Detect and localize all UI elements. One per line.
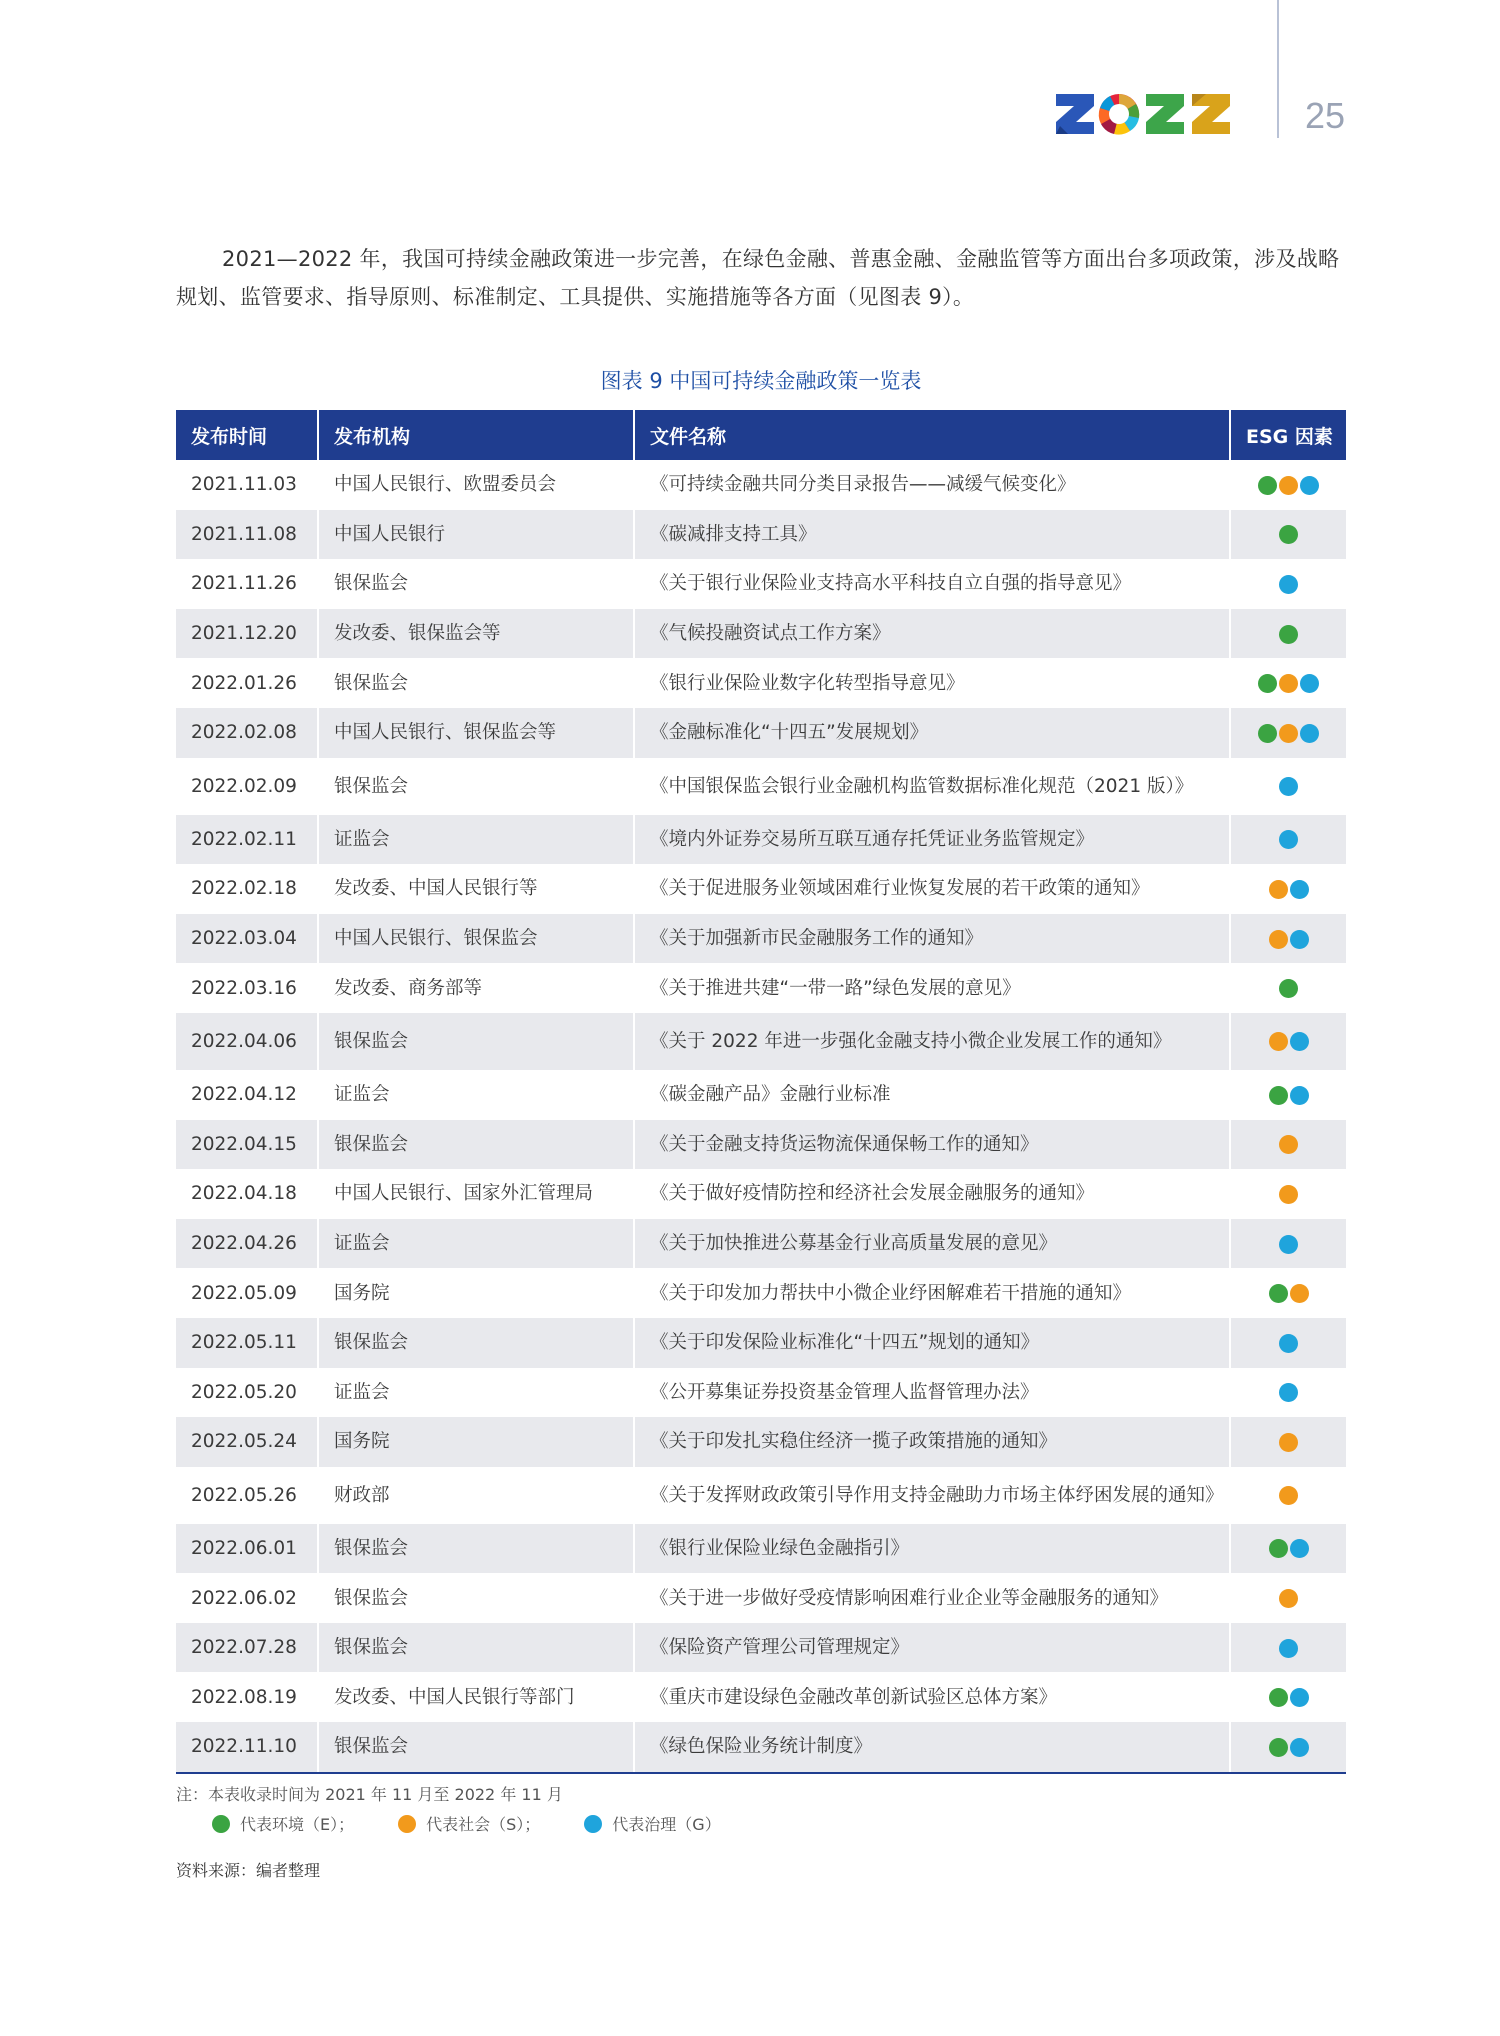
esg-dots (1279, 777, 1298, 796)
legend-g-label: 代表治理（G） (612, 1815, 721, 1834)
esg-dots (1269, 1539, 1309, 1558)
legend-item-e (212, 1812, 354, 1835)
cell-org: 银保监会 (318, 1573, 634, 1623)
source-line: 资料来源：编者整理 (176, 1861, 321, 1880)
esg-dots (1269, 1284, 1309, 1303)
esg-g-dot-icon (1290, 930, 1309, 949)
cell-org: 银保监会 (318, 1013, 634, 1070)
legend-item-g (584, 1812, 720, 1835)
legend-e-label: 代表环境（E）； (240, 1815, 355, 1834)
cell-date: 2022.05.11 (176, 1318, 318, 1368)
table-row (176, 559, 1346, 609)
esg-s-dot-icon (1269, 930, 1288, 949)
table-row (176, 1524, 1346, 1574)
cell-date: 2022.06.01 (176, 1524, 318, 1574)
cell-org: 银保监会 (318, 1524, 634, 1574)
cell-org: 证监会 (318, 815, 634, 865)
esg-dots (1279, 1433, 1298, 1452)
cell-org: 证监会 (318, 1219, 634, 1269)
cell-date: 2022.03.04 (176, 914, 318, 964)
table-row (176, 708, 1346, 758)
table-title: 图表 9 中国可持续金融政策一览表 (600, 369, 922, 393)
esg-g-dot-icon (1300, 476, 1319, 495)
table-row (176, 460, 1346, 510)
legend-g-dot-icon (584, 1815, 602, 1833)
table-row (176, 1672, 1346, 1722)
table-row (176, 1268, 1346, 1318)
cell-doc: 《关于进一步做好受疫情影响困难行业企业等金融服务的通知》 (634, 1573, 1230, 1623)
cell-org: 发改委、中国人民银行等部门 (318, 1672, 634, 1722)
table-row (176, 864, 1346, 914)
intro-paragraph: 2021—2022 年，我国可持续金融政策进一步完善，在绿色金融、普惠金融、金融监管等方面出台多项政策，涉及战略规划、监管要求、指导原则、标准制定、工具提供、实施措施等各方面（见图表 9）。 (176, 247, 1340, 309)
cell-esg (1230, 460, 1346, 510)
cell-esg (1230, 1623, 1346, 1673)
cell-esg (1230, 1318, 1346, 1368)
esg-g-dot-icon (1279, 777, 1298, 796)
esg-e-dot-icon (1269, 1086, 1288, 1105)
table-row (176, 1722, 1346, 1773)
cell-org: 证监会 (318, 1368, 634, 1418)
cell-date: 2022.02.18 (176, 864, 318, 914)
cell-date: 2022.06.02 (176, 1573, 318, 1623)
esg-dots (1258, 674, 1319, 693)
cell-date: 2022.02.11 (176, 815, 318, 865)
cell-date: 2021.12.20 (176, 609, 318, 659)
esg-dots (1269, 1688, 1309, 1707)
cell-date: 2021.11.03 (176, 460, 318, 510)
esg-e-dot-icon (1258, 674, 1277, 693)
cell-org: 中国人民银行、银保监会 (318, 914, 634, 964)
esg-g-dot-icon (1300, 674, 1319, 693)
column-header-esg: ESG 因素 (1230, 410, 1346, 460)
esg-e-dot-icon (1279, 625, 1298, 644)
esg-g-dot-icon (1279, 1235, 1298, 1254)
cell-doc: 《关于加快推进公募基金行业高质量发展的意见》 (634, 1219, 1230, 1269)
cell-org: 发改委、银保监会等 (318, 609, 634, 659)
cell-org: 中国人民银行、银保监会等 (318, 708, 634, 758)
esg-g-dot-icon (1279, 1383, 1298, 1402)
esg-g-dot-icon (1300, 724, 1319, 743)
cell-esg (1230, 1573, 1346, 1623)
esg-dots (1279, 830, 1298, 849)
table-row (176, 1169, 1346, 1219)
esg-e-dot-icon (1279, 979, 1298, 998)
esg-g-dot-icon (1279, 575, 1298, 594)
cell-esg (1230, 1672, 1346, 1722)
esg-e-dot-icon (1269, 1539, 1288, 1558)
cell-date: 2022.05.24 (176, 1417, 318, 1467)
cell-doc: 《保险资产管理公司管理规定》 (634, 1623, 1230, 1673)
cell-date: 2022.04.06 (176, 1013, 318, 1070)
table-body (176, 460, 1346, 1773)
column-header-org: 发布机构 (318, 410, 634, 460)
esg-s-dot-icon (1279, 1486, 1298, 1505)
cell-doc: 《银行业保险业绿色金融指引》 (634, 1524, 1230, 1574)
cell-date: 2022.05.09 (176, 1268, 318, 1318)
esg-dots (1279, 525, 1298, 544)
cell-esg (1230, 815, 1346, 865)
cell-doc: 《金融标准化“十四五”发展规划》 (634, 708, 1230, 758)
esg-s-dot-icon (1269, 880, 1288, 899)
report-logo (1054, 92, 1234, 136)
esg-e-dot-icon (1279, 525, 1298, 544)
legend-s-label: 代表社会（S）； (426, 1815, 541, 1834)
esg-dots (1269, 880, 1309, 899)
cell-date: 2022.05.26 (176, 1467, 318, 1524)
cell-date: 2022.01.26 (176, 658, 318, 708)
table-row (176, 1013, 1346, 1070)
cell-esg (1230, 609, 1346, 659)
cell-date: 2022.02.08 (176, 708, 318, 758)
esg-dots (1269, 1738, 1309, 1757)
table-note: 注：本表收录时间为 2021 年 11 月至 2022 年 11 月 (176, 1785, 563, 1804)
cell-esg (1230, 1368, 1346, 1418)
esg-s-dot-icon (1279, 1135, 1298, 1154)
cell-esg (1230, 1070, 1346, 1120)
table-row (176, 1573, 1346, 1623)
cell-org: 中国人民银行、国家外汇管理局 (318, 1169, 634, 1219)
cell-org: 银保监会 (318, 1318, 634, 1368)
esg-s-dot-icon (1279, 476, 1298, 495)
cell-date: 2022.05.20 (176, 1368, 318, 1418)
cell-org: 财政部 (318, 1467, 634, 1524)
cell-esg (1230, 1417, 1346, 1467)
cell-org: 银保监会 (318, 1623, 634, 1673)
cell-doc: 《公开募集证券投资基金管理人监督管理办法》 (634, 1368, 1230, 1418)
cell-doc: 《关于印发保险业标准化“十四五”规划的通知》 (634, 1318, 1230, 1368)
table-header-row (176, 410, 1346, 460)
table-row (176, 510, 1346, 560)
cell-esg (1230, 1268, 1346, 1318)
cell-org: 中国人民银行、欧盟委员会 (318, 460, 634, 510)
cell-esg (1230, 510, 1346, 560)
cell-esg (1230, 1219, 1346, 1269)
cell-org: 银保监会 (318, 1722, 634, 1773)
cell-date: 2021.11.26 (176, 559, 318, 609)
cell-org: 国务院 (318, 1268, 634, 1318)
esg-dots (1269, 1086, 1309, 1105)
cell-date: 2022.07.28 (176, 1623, 318, 1673)
esg-legend (212, 1812, 721, 1835)
cell-doc: 《关于促进服务业领域困难行业恢复发展的若干政策的通知》 (634, 864, 1230, 914)
esg-g-dot-icon (1290, 1086, 1309, 1105)
cell-org: 银保监会 (318, 1120, 634, 1170)
esg-dots (1258, 724, 1319, 743)
cell-esg (1230, 963, 1346, 1013)
esg-dots (1279, 1334, 1298, 1353)
esg-s-dot-icon (1290, 1284, 1309, 1303)
cell-doc: 《银行业保险业数字化转型指导意见》 (634, 658, 1230, 708)
cell-org: 中国人民银行 (318, 510, 634, 560)
column-header-doc: 文件名称 (634, 410, 1230, 460)
policy-table (176, 410, 1346, 1774)
esg-e-dot-icon (1258, 476, 1277, 495)
column-header-date: 发布时间 (176, 410, 318, 460)
cell-doc: 《中国银保监会银行业金融机构监管数据标准化规范（2021 版）》 (634, 758, 1230, 815)
cell-doc: 《关于银行业保险业支持高水平科技自立自强的指导意见》 (634, 559, 1230, 609)
cell-doc: 《关于做好疫情防控和经济社会发展金融服务的通知》 (634, 1169, 1230, 1219)
cell-org: 国务院 (318, 1417, 634, 1467)
cell-date: 2022.08.19 (176, 1672, 318, 1722)
cell-org: 银保监会 (318, 658, 634, 708)
esg-s-dot-icon (1269, 1032, 1288, 1051)
table-row (176, 963, 1346, 1013)
cell-org: 发改委、商务部等 (318, 963, 634, 1013)
table-row (176, 1219, 1346, 1269)
cell-doc: 《关于金融支持货运物流保通保畅工作的通知》 (634, 1120, 1230, 1170)
table-row (176, 609, 1346, 659)
cell-date: 2022.04.26 (176, 1219, 318, 1269)
esg-s-dot-icon (1279, 1433, 1298, 1452)
legend-s-dot-icon (398, 1815, 416, 1833)
esg-dots (1258, 476, 1319, 495)
cell-esg (1230, 1120, 1346, 1170)
esg-g-dot-icon (1279, 1639, 1298, 1658)
cell-esg (1230, 658, 1346, 708)
cell-date: 2022.04.18 (176, 1169, 318, 1219)
cell-org: 发改委、中国人民银行等 (318, 864, 634, 914)
esg-g-dot-icon (1279, 830, 1298, 849)
table-row (176, 1467, 1346, 1524)
table-row (176, 815, 1346, 865)
cell-doc: 《关于加强新市民金融服务工作的通知》 (634, 914, 1230, 964)
esg-g-dot-icon (1290, 880, 1309, 899)
cell-date: 2022.02.09 (176, 758, 318, 815)
esg-e-dot-icon (1269, 1284, 1288, 1303)
cell-esg (1230, 1013, 1346, 1070)
legend-item-s (398, 1812, 540, 1835)
esg-dots (1279, 1486, 1298, 1505)
esg-dots (1279, 1235, 1298, 1254)
cell-doc: 《可持续金融共同分类目录报告——减缓气候变化》 (634, 460, 1230, 510)
cell-doc: 《关于推进共建“一带一路”绿色发展的意见》 (634, 963, 1230, 1013)
esg-e-dot-icon (1258, 724, 1277, 743)
cell-esg (1230, 758, 1346, 815)
table-row (176, 1318, 1346, 1368)
cell-doc: 《关于 2022 年进一步强化金融支持小微企业发展工作的通知》 (634, 1013, 1230, 1070)
cell-doc: 《关于印发加力帮扶中小微企业纾困解难若干措施的通知》 (634, 1268, 1230, 1318)
table-row (176, 1120, 1346, 1170)
cell-org: 银保监会 (318, 559, 634, 609)
cell-esg (1230, 914, 1346, 964)
cell-org: 银保监会 (318, 758, 634, 815)
cell-org: 证监会 (318, 1070, 634, 1120)
esg-dots (1279, 1185, 1298, 1204)
table-row (176, 1368, 1346, 1418)
esg-g-dot-icon (1290, 1539, 1309, 1558)
table-row (176, 914, 1346, 964)
cell-date: 2022.11.10 (176, 1722, 318, 1773)
table-row (176, 758, 1346, 815)
header-divider (1277, 0, 1279, 138)
esg-e-dot-icon (1269, 1738, 1288, 1757)
table-row (176, 1070, 1346, 1120)
esg-dots (1269, 1032, 1309, 1051)
cell-doc: 《重庆市建设绿色金融改革创新试验区总体方案》 (634, 1672, 1230, 1722)
esg-s-dot-icon (1279, 674, 1298, 693)
cell-date: 2022.04.15 (176, 1120, 318, 1170)
esg-dots (1279, 1383, 1298, 1402)
table-row (176, 1623, 1346, 1673)
cell-esg (1230, 1524, 1346, 1574)
legend-e-dot-icon (212, 1815, 230, 1833)
esg-dots (1279, 1135, 1298, 1154)
cell-doc: 《碳减排支持工具》 (634, 510, 1230, 560)
cell-esg (1230, 1467, 1346, 1524)
esg-e-dot-icon (1269, 1688, 1288, 1707)
esg-s-dot-icon (1279, 724, 1298, 743)
cell-esg (1230, 864, 1346, 914)
cell-doc: 《绿色保险业务统计制度》 (634, 1722, 1230, 1773)
cell-date: 2022.04.12 (176, 1070, 318, 1120)
esg-dots (1269, 930, 1309, 949)
esg-g-dot-icon (1279, 1334, 1298, 1353)
table-row (176, 658, 1346, 708)
cell-doc: 《关于发挥财政政策引导作用支持金融助力市场主体纾困发展的通知》 (634, 1467, 1230, 1524)
esg-g-dot-icon (1290, 1688, 1309, 1707)
esg-g-dot-icon (1290, 1738, 1309, 1757)
cell-esg (1230, 559, 1346, 609)
cell-esg (1230, 1169, 1346, 1219)
esg-g-dot-icon (1290, 1032, 1309, 1051)
cell-date: 2021.11.08 (176, 510, 318, 560)
esg-s-dot-icon (1279, 1589, 1298, 1608)
cell-esg (1230, 1722, 1346, 1773)
cell-doc: 《境内外证券交易所互联互通存托凭证业务监管规定》 (634, 815, 1230, 865)
table-row (176, 1417, 1346, 1467)
esg-dots (1279, 979, 1298, 998)
cell-doc: 《碳金融产品》金融行业标准 (634, 1070, 1230, 1120)
esg-dots (1279, 625, 1298, 644)
cell-doc: 《关于印发扎实稳住经济一揽子政策措施的通知》 (634, 1417, 1230, 1467)
esg-s-dot-icon (1279, 1185, 1298, 1204)
esg-dots (1279, 1639, 1298, 1658)
page-number: 25 (1305, 95, 1346, 136)
cell-esg (1230, 708, 1346, 758)
cell-doc: 《气候投融资试点工作方案》 (634, 609, 1230, 659)
esg-dots (1279, 575, 1298, 594)
esg-dots (1279, 1589, 1298, 1608)
cell-date: 2022.03.16 (176, 963, 318, 1013)
